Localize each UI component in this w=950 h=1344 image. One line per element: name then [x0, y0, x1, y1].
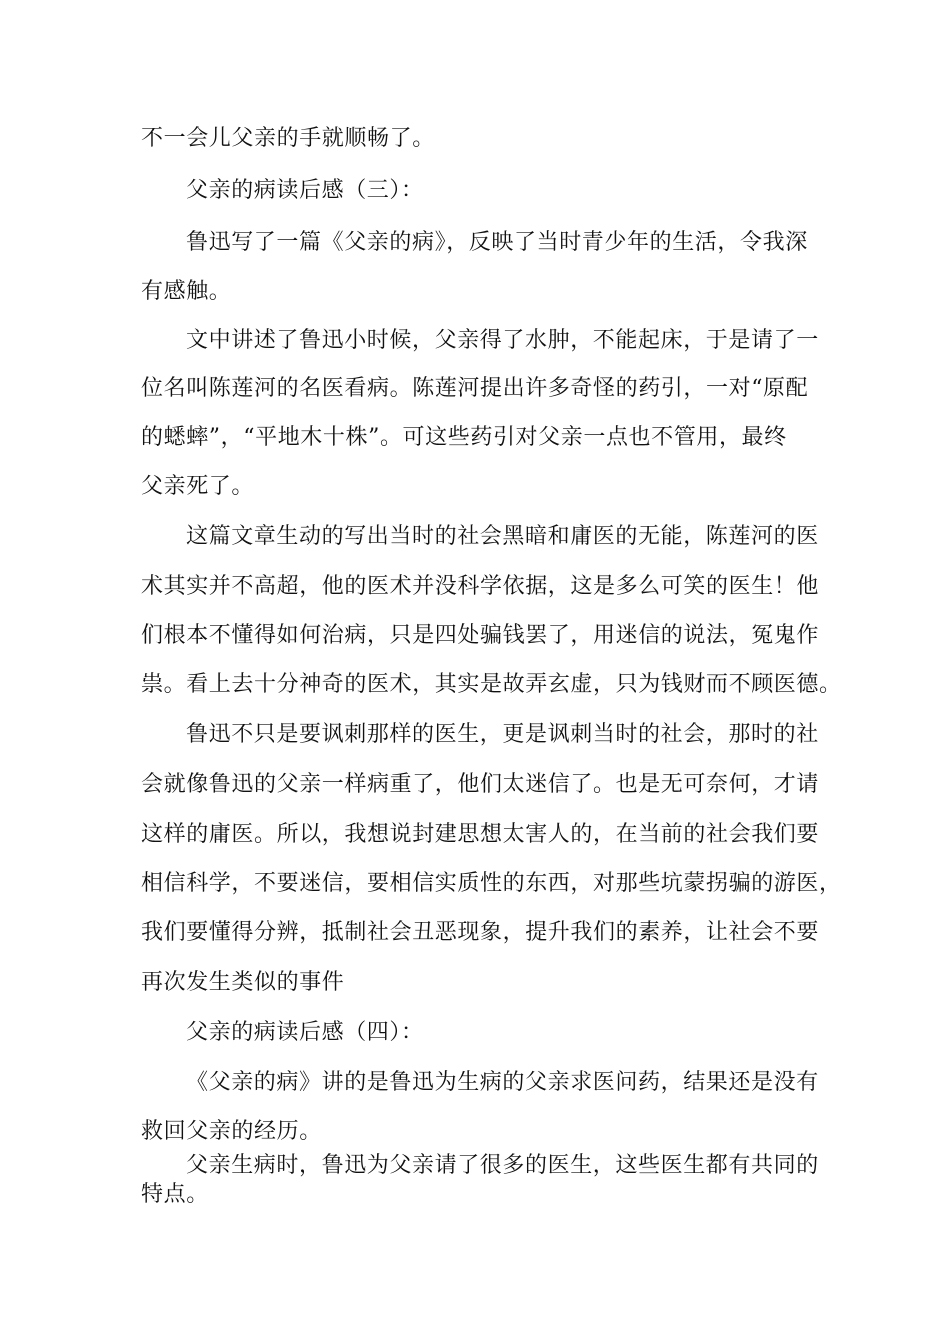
text-line: 不一会儿父亲的手就顺畅了。	[141, 126, 435, 151]
text-line: 位名叫陈莲河的名医看病。陈莲河提出许多奇怪的药引，一对“原配	[141, 376, 809, 401]
text-line: 会就像鲁迅的父亲一样病重了，他们太迷信了。也是无可奈何，才请	[141, 772, 820, 797]
text-line: 这样的庸医。所以，我想说封建思想太害人的，在当前的社会我们要	[141, 822, 820, 847]
text-line: 术其实并不高超，他的医术并没科学依据，这是多么可笑的医生！他	[141, 574, 820, 599]
text-line: 鲁迅写了一篇《父亲的病》，反映了当时青少年的生活，令我深	[186, 230, 808, 255]
text-line: 鲁迅不只是要讽刺那样的医生，更是讽刺当时的社会，那时的社	[186, 722, 819, 747]
text-line: 祟。看上去十分神奇的医术，其实是故弄玄虚，只为钱财而不顾医德。	[141, 672, 842, 697]
text-line: 有感触。	[141, 279, 232, 304]
text-line: 的蟋蟀”，“平地木十株”。可这些药引对父亲一点也不管用，最终	[141, 425, 787, 450]
text-line: 《父亲的病》讲的是鲁迅为生病的父亲求医问药，结果还是没有	[186, 1070, 819, 1095]
text-line: 文中讲述了鲁迅小时候，父亲得了水肿，不能起床，于是请了一	[186, 328, 819, 353]
text-line: 救回父亲的经历。	[141, 1119, 322, 1144]
text-line: 我们要懂得分辨，抵制社会丑恶现象，提升我们的素养，让社会不要	[141, 920, 820, 945]
text-line: 们根本不懂得如何治病，只是四处骗钱罢了，用迷信的说法，冤鬼作	[141, 623, 820, 648]
text-line: 这篇文章生动的写出当时的社会黑暗和庸医的无能，陈莲河的医	[186, 524, 819, 549]
text-line: 父亲生病时，鲁迅为父亲请了很多的医生，这些医生都有共同的	[186, 1153, 819, 1178]
text-line: 特点。	[141, 1182, 209, 1207]
section-heading: 父亲的病读后感（三）：	[186, 178, 424, 203]
text-line: 父亲死了。	[141, 474, 255, 499]
section-heading: 父亲的病读后感（四）：	[186, 1020, 424, 1045]
text-line: 相信科学，不要迷信，要相信实质性的东西，对那些坑蒙拐骗的游医，	[141, 871, 842, 896]
text-line: 再次发生类似的事件	[141, 970, 345, 995]
